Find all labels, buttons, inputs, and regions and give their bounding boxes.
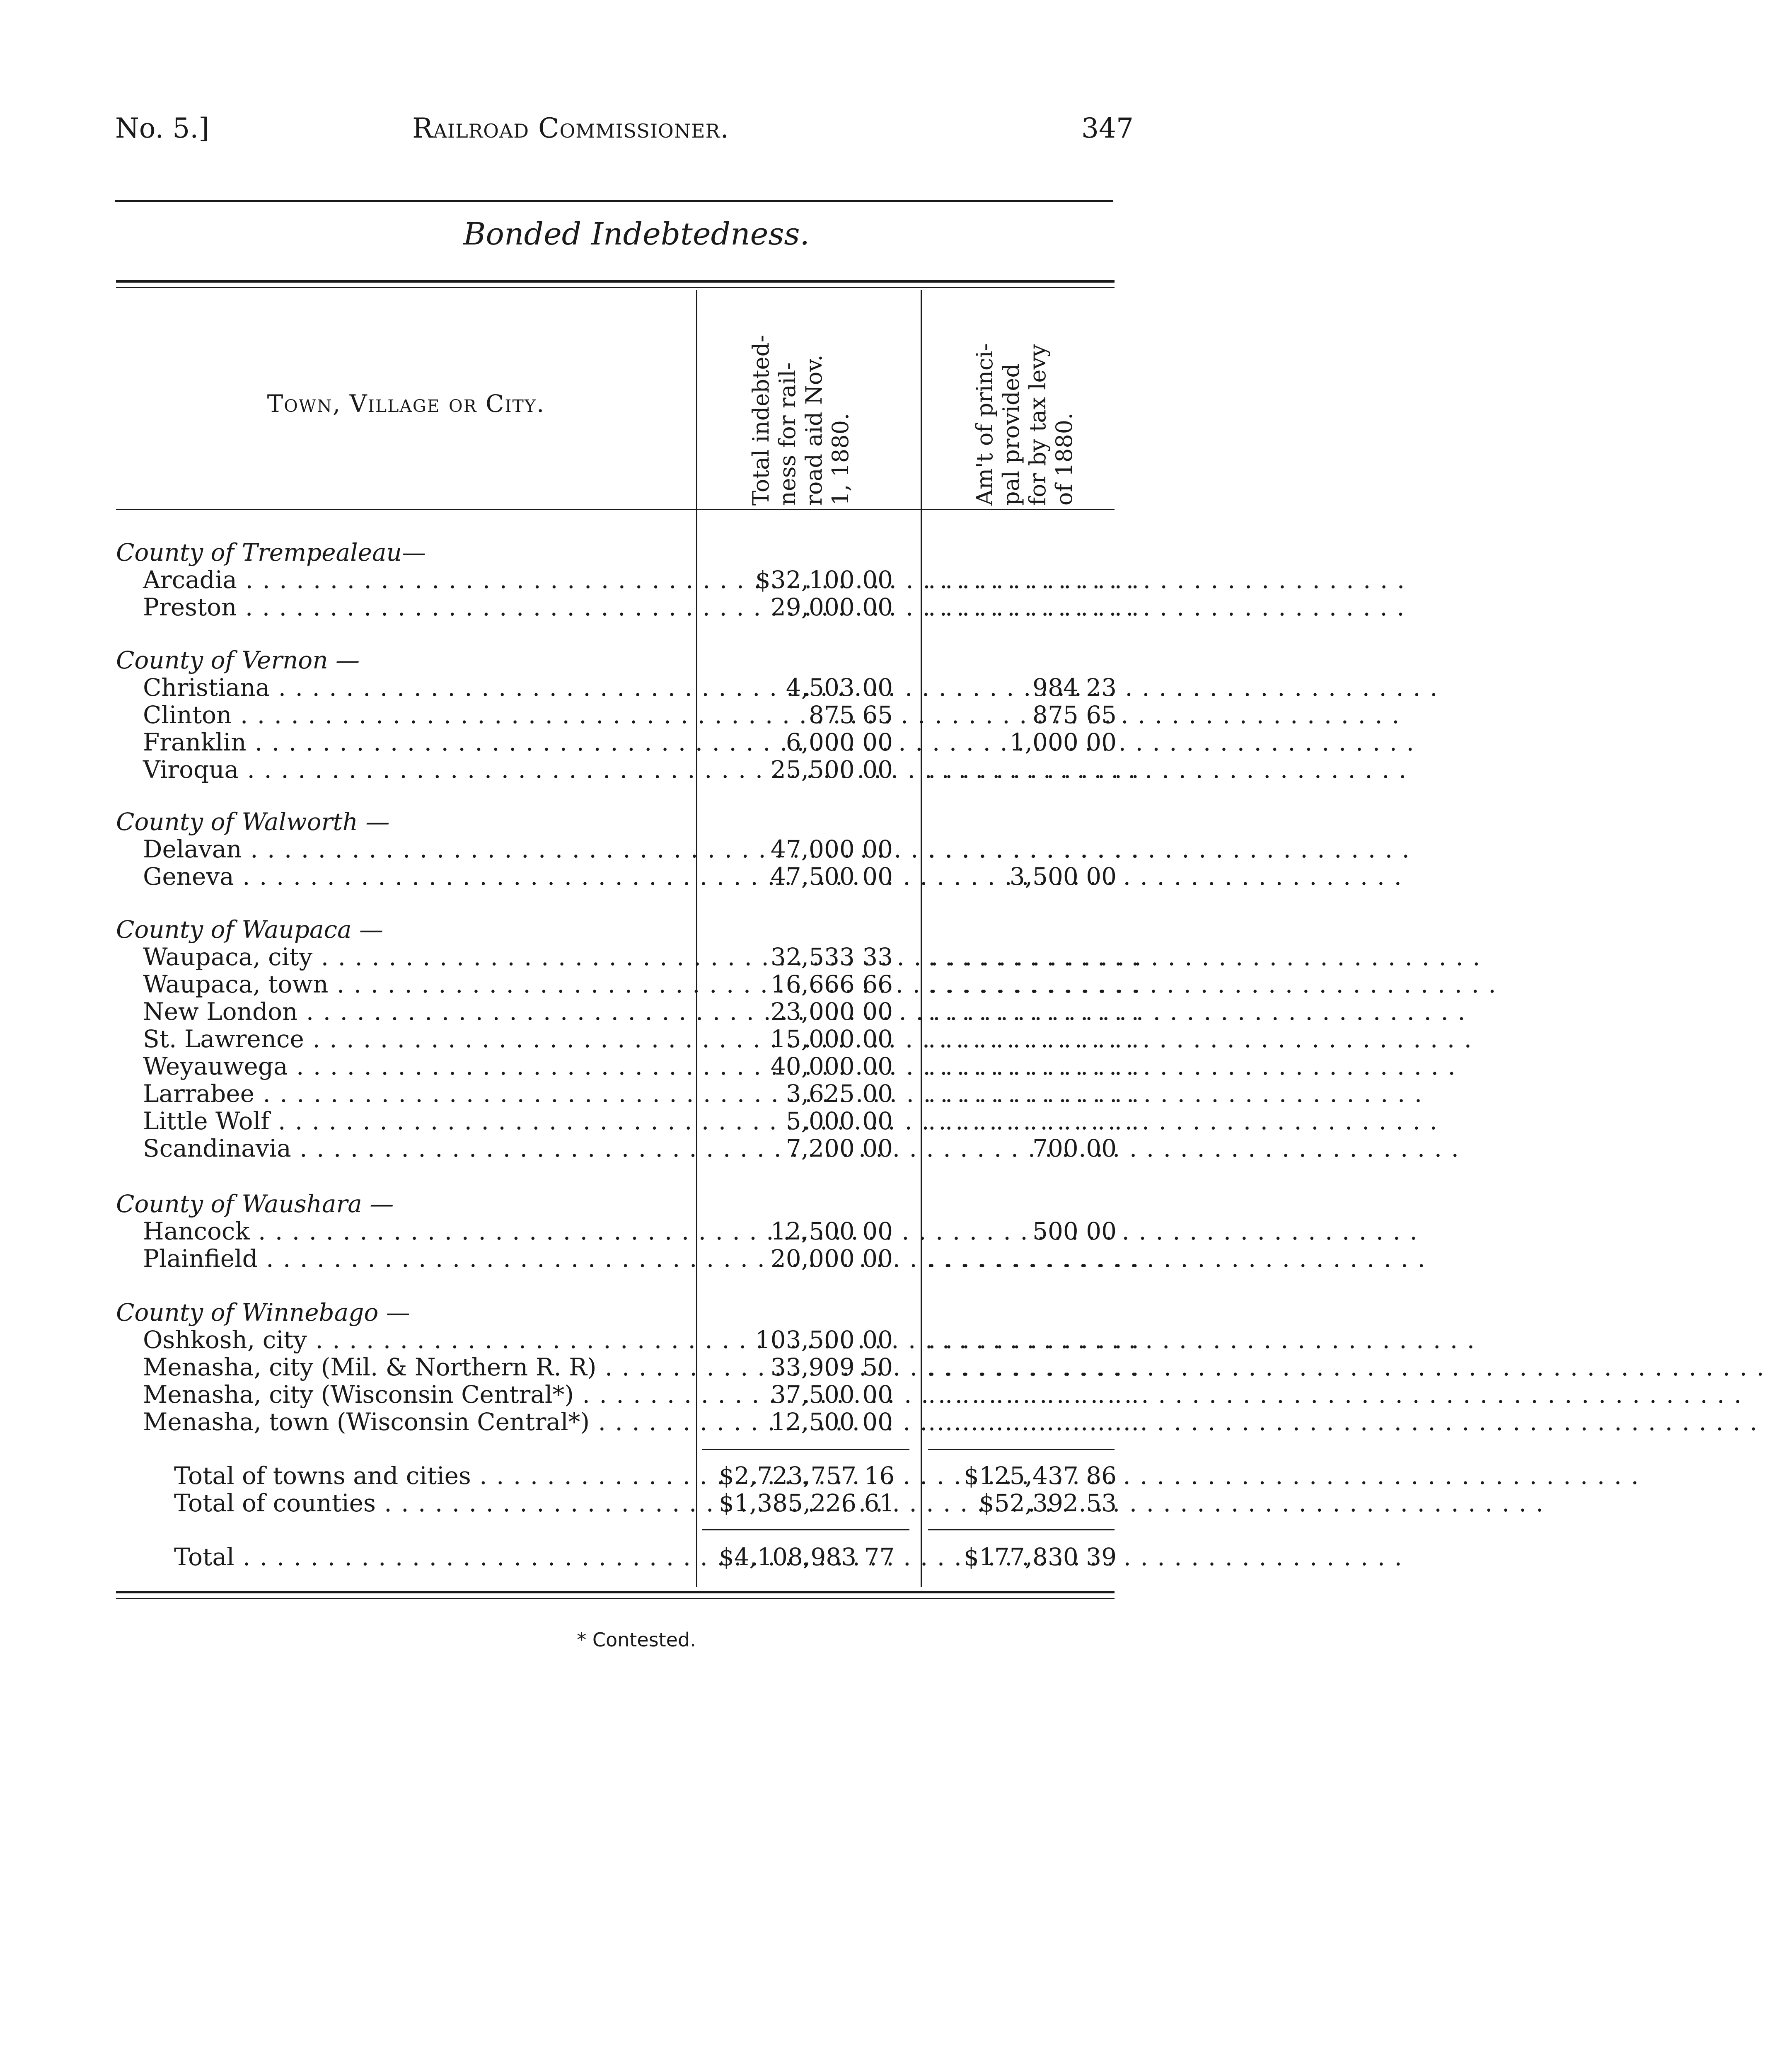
column-header-town: Town, Village or City. <box>267 390 545 418</box>
page-number: 347 <box>1081 112 1134 144</box>
table-bottom-rule <box>116 1591 1115 1593</box>
totals-label: Total of towns and cities . . . <box>174 1462 694 1489</box>
totals-rule-col1 <box>702 1449 909 1450</box>
header-number: No. 5.] <box>115 112 210 144</box>
county-heading: County of Trempealeau— <box>116 538 426 566</box>
total-indebtedness: 40,000 00 <box>770 1052 893 1080</box>
total-indebtedness: 7,200 00 <box>786 1134 893 1162</box>
total-indebtedness: 15,000 00 <box>770 1025 893 1053</box>
totals-indebtedness: $1,385,226 61 <box>719 1489 895 1517</box>
tax-levy-amount: 984 23 <box>1032 673 1117 702</box>
column-header-amount-line: Am't of princi- <box>972 343 998 506</box>
total-indebtedness: 47,000 00 <box>770 835 893 863</box>
table-top-rule-thin <box>116 287 1115 288</box>
tax-levy-amount: 700 00 <box>1032 1134 1117 1162</box>
total-indebtedness: 23,000 00 <box>770 997 893 1026</box>
grand-total-tax-levy: $177,830 39 <box>964 1543 1117 1571</box>
column-header-amount-line: for by tax levy <box>1025 344 1051 506</box>
empty-amount-leader: . . . . . . . . . . . . . <box>928 943 1140 971</box>
totals-tax-levy: $52,392 53 <box>979 1489 1117 1517</box>
place-name: Viroqua . . . <box>143 756 694 783</box>
place-name: Weyauwega . . . <box>143 1053 694 1080</box>
table-title: Bonded Indebtedness. <box>463 216 810 252</box>
column-header-total <box>748 257 854 506</box>
total-indebtedness: 32,533 33 <box>770 943 893 971</box>
total-indebtedness: 6,000 00 <box>786 728 893 756</box>
footnote: * Contested. <box>577 1629 696 1651</box>
total-indebtedness: 33,909 50 <box>770 1353 893 1381</box>
empty-amount-leader: . . . . . . . . . . . . . <box>928 1080 1140 1108</box>
header-bottom-rule <box>116 509 1115 510</box>
empty-amount-leader: . . . . . . . . . . . . . <box>928 970 1140 998</box>
place-name: Franklin . . . <box>143 729 694 756</box>
place-name: Christiana . . . <box>143 674 694 701</box>
total-indebtedness: 5,000 00 <box>786 1107 893 1135</box>
grand-total-indebtedness: $4,108,983 77 <box>719 1543 895 1571</box>
place-name: Little Wolf . . . <box>143 1107 694 1135</box>
place-name: Preston . . . <box>143 593 694 621</box>
totals-label: Total of counties . . . <box>174 1489 694 1517</box>
empty-amount-leader: . . . . . . . . . . . . . <box>928 1244 1140 1273</box>
table-bottom-rule-thin <box>116 1598 1115 1599</box>
place-name: Arcadia . . . <box>143 566 694 593</box>
table-top-rule <box>116 280 1115 283</box>
county-heading: County of Winnebago — <box>116 1298 410 1326</box>
column-header-total-line: road aid Nov. <box>801 354 827 506</box>
total-indebtedness: 4,503 00 <box>786 673 893 702</box>
empty-amount-leader: . . . . . . . . . . . . . <box>928 755 1140 784</box>
empty-amount-leader: . . . . . . . . . . . . . <box>928 1408 1140 1436</box>
place-name: New London . . . <box>143 998 694 1025</box>
total-indebtedness: 20,000 00 <box>770 1244 893 1273</box>
empty-amount-leader: . . . . . . . . . . . . . <box>928 835 1140 863</box>
place-name: Oshkosh, city . . . <box>143 1326 694 1353</box>
county-heading: County of Waushara — <box>116 1190 394 1218</box>
totals-indebtedness: $2,723,757 16 <box>719 1462 895 1490</box>
empty-amount-leader: . . . . . . . . . . . . . <box>928 1107 1140 1135</box>
header-rule <box>115 200 1113 202</box>
tax-levy-amount: 875 65 <box>1032 701 1117 729</box>
column-header-total-line: 1, 1880. <box>827 413 853 506</box>
empty-amount-leader: . . . . . . . . . . . . . <box>928 1052 1140 1080</box>
place-name: St. Lawrence . . . <box>143 1025 694 1053</box>
totals-rule-col2 <box>928 1449 1115 1450</box>
place-name: Clinton . . . <box>143 701 694 729</box>
column-header-amount-line: pal provided <box>998 363 1024 506</box>
empty-amount-leader: . . . . . . . . . . . . . <box>928 1025 1140 1053</box>
column-header-total-line: Total indebted- <box>748 334 774 506</box>
total-indebtedness: 12,500 00 <box>770 1217 893 1245</box>
empty-amount-leader: . . . . . . . . . . . . . <box>928 997 1140 1026</box>
place-name: Menasha, city (Mil. & Northern R. R) . . . <box>143 1353 694 1381</box>
place-name: Waupaca, town . . . <box>143 971 694 998</box>
empty-amount-leader: . . . . . . . . . . . . . <box>928 1353 1140 1381</box>
place-name: Plainfield . . . <box>143 1245 694 1272</box>
total-indebtedness: 875 65 <box>809 701 893 729</box>
total-indebtedness: 16,666 66 <box>770 970 893 998</box>
total-indebtedness: 29,000 00 <box>770 593 893 621</box>
empty-amount-leader: . . . . . . . . . . . . . <box>928 593 1140 621</box>
total-indebtedness: 3,625 00 <box>786 1080 893 1108</box>
header-title: Railroad Commissioner. <box>412 112 730 144</box>
column-header-amount <box>972 257 1078 506</box>
empty-amount-leader: . . . . . . . . . . . . . <box>928 566 1140 594</box>
total-indebtedness: 47,500 00 <box>770 862 893 891</box>
total-indebtedness: 37,500 00 <box>770 1380 893 1409</box>
total-indebtedness: $32,100 00 <box>755 566 893 594</box>
empty-amount-leader: . . . . . . . . . . . . . <box>928 1326 1140 1354</box>
total-indebtedness: 25,500 00 <box>770 755 893 784</box>
column-header-amount-line: of 1880. <box>1051 412 1077 506</box>
grand-total-rule-col2 <box>928 1529 1115 1530</box>
empty-amount-leader: . . . . . . . . . . . . . <box>928 1380 1140 1409</box>
grand-total-label: Total . . . <box>174 1543 694 1571</box>
place-name: Hancock . . . <box>143 1218 694 1245</box>
place-name: Menasha, town (Wisconsin Central*) . . . <box>143 1408 694 1435</box>
county-heading: County of Waupaca — <box>116 915 384 944</box>
tax-levy-amount: 1,000 00 <box>1009 728 1117 756</box>
county-heading: County of Walworth — <box>116 808 390 836</box>
place-name: Larrabee . . . <box>143 1080 694 1107</box>
tax-levy-amount: 500 00 <box>1032 1217 1117 1245</box>
place-name: Menasha, city (Wisconsin Central*) . . . <box>143 1381 694 1408</box>
place-name: Delavan . . . <box>143 835 694 863</box>
county-heading: County of Vernon — <box>116 646 360 674</box>
place-name: Waupaca, city . . . <box>143 943 694 971</box>
column-header-total-line: ness for rail- <box>774 362 800 506</box>
totals-tax-levy: $125,437 86 <box>964 1462 1117 1490</box>
tax-levy-amount: 3,500 00 <box>1009 862 1117 891</box>
place-name: Scandinavia . . . <box>143 1135 694 1162</box>
place-name: Geneva . . . <box>143 863 694 890</box>
total-indebtedness: 12,500 00 <box>770 1408 893 1436</box>
total-indebtedness: 103,500 00 <box>755 1326 893 1354</box>
grand-total-rule-col1 <box>702 1529 909 1530</box>
